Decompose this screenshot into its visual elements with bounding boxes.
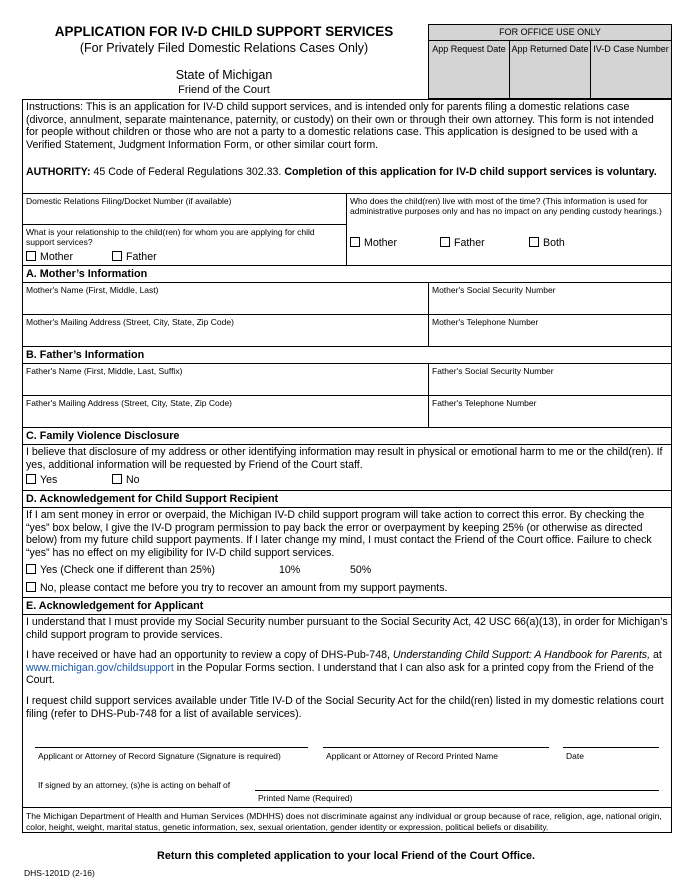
checkbox-icon[interactable] [26,251,36,261]
return-instructions: Return this completed application to your local Friend of the Court Office. [157,850,535,862]
divider [22,314,672,315]
nondiscrimination-notice: The Michigan Department of Health and Human Services (MDHHS) does not discriminate against any individual or group because of race, religion, age, national origin, color, height, weight, marital status, genetic information, sex, sexual orientation, gender identity or expression, political beliefs or disability. [26,811,662,832]
checkbox-icon[interactable] [26,582,36,592]
section-e-heading: E. Acknowledgement for Applicant [26,600,204,612]
option-label: No, please contact me before you try to recover an amount from my support payments. [40,582,448,594]
father-phone-field[interactable]: Father's Telephone Number [432,398,537,408]
form-subtitle: (For Privately Filed Domestic Relations Cases Only) [79,41,369,55]
attorney-printed-name-field[interactable]: Printed Name (Required) [258,793,353,803]
services-request-text: I request child support services available under Title IV-D of the Social Security Act for the child(ren) listed in my domestic relations court filing (refer to DHS-Pub-748 for a list of available services). [26,695,664,720]
section-a-heading: A. Mother’s Information [26,268,148,280]
relationship-mother-checkbox[interactable] [26,251,73,263]
divider [22,427,672,428]
authority-bold: Completion of this application for IV-D child support services is voluntary. [284,166,657,178]
checkbox-icon[interactable] [440,237,450,247]
option-label: Mother [40,251,73,263]
form-number: DHS-1201D (2-16) [24,868,95,878]
divider [22,614,672,615]
lives-with-father-checkbox[interactable] [440,237,485,249]
signature-field[interactable]: Applicant or Attorney of Record Signature (Signature is required) [38,751,281,761]
divider [22,282,672,283]
recovery-10-percent[interactable]: 10% [279,564,301,576]
office-use-heading: FOR OFFICE USE ONLY [429,25,671,41]
recovery-50-percent[interactable]: 50% [350,564,372,576]
attorney-behalf-label: If signed by an attorney, (s)he is acting on behalf of [38,780,231,790]
relationship-father-checkbox[interactable] [112,251,157,263]
ssn-ack-text: I understand that I must provide my Social Security number pursuant to the Social Security Act, 42 USC 66(a)(13), in order for Michigan’s child support program to provide services. [26,616,668,641]
divider [22,807,672,808]
mother-address-field[interactable]: Mother's Mailing Address (Street, City, State, Zip Code) [26,317,234,327]
app-returned-date-field[interactable]: App Returned Date [510,41,591,98]
lives-with-label: Who does the child(ren) live with most of the time? (This information is used for administrative purposes only and has no impact on any pending custody hearings.) [350,196,662,216]
state-name: State of Michigan [175,68,273,82]
text-part: I have received or have had an opportunity to review a copy of DHS-Pub-748, [26,649,393,661]
divider [428,282,429,346]
divider [346,193,347,265]
divider [22,444,672,445]
father-ssn-field[interactable]: Father's Social Security Number [432,366,554,376]
checkbox-icon[interactable] [529,237,539,247]
attorney-behalf-line [255,790,659,791]
authority-prefix: AUTHORITY: [26,166,91,178]
option-label: No [126,474,140,486]
divider [22,507,672,508]
mother-ssn-field[interactable]: Mother's Social Security Number [432,285,556,295]
checkbox-icon[interactable] [26,564,36,574]
checkbox-icon[interactable] [26,474,36,484]
recovery-no-checkbox[interactable] [26,582,447,594]
text-part: in the Popular Forms section. I understand that I can also ask for a printed copy from the Friend of the Court. [26,661,654,687]
father-name-field[interactable]: Father's Name (First, Middle, Last, Suffix) [26,366,183,376]
app-request-date-field[interactable]: App Request Date [429,41,510,98]
office-name: Friend of the Court [178,84,270,96]
lives-with-mother-checkbox[interactable] [350,237,397,249]
authority [26,166,668,179]
recovery-yes-checkbox[interactable] [26,564,215,576]
text-part: at [650,649,662,661]
divider [22,395,672,396]
divider [22,490,672,491]
relationship-label: What is your relationship to the child(ren) for whom you are applying for child support services? [26,227,315,247]
violence-no-checkbox[interactable] [112,474,140,486]
divider [22,265,672,266]
divider [22,346,672,347]
printed-name-line [323,747,549,748]
handbook-ack-text [26,649,668,687]
violence-yes-checkbox[interactable] [26,474,57,486]
handbook-title: Understanding Child Support: A Handbook for Parents, [392,649,651,661]
recipient-ack-text: If I am sent money in error or overpaid, the Michigan IV-D child support program will take action to correct this error. By checking the “yes” box below, I give the IV-D program permission to pay back the error or overpayment by keeping 25% (or otherwise as directed below) from my future child support payments. If I later change my mind, I must contact the Friend of the Court office. Failure to check “yes” has no effect on my eligibility for IV-D child support services. [26,509,652,560]
form-title: APPLICATION FOR IV-D CHILD SUPPORT SERVICES [54,24,394,39]
docket-number-field[interactable]: Domestic Relations Filing/Docket Number (if available) [26,196,232,206]
option-label: Yes (Check one if different than 25%) [40,564,215,576]
child-support-link[interactable]: www.michigan.gov/childsupport [26,661,174,674]
office-use-box [428,24,672,99]
checkbox-icon[interactable] [112,251,122,261]
checkbox-icon[interactable] [112,474,122,484]
option-label: Father [126,251,157,263]
divider [22,363,672,364]
option-label: Yes [40,474,58,486]
section-b-heading: B. Father’s Information [26,349,145,361]
option-label: Mother [364,237,397,249]
date-line [563,747,659,748]
divider [22,597,672,598]
instructions: Instructions: This is an application for IV-D child support services, and is intended only for parents filing a domestic relations case (divorce, annulment, separate maintenance, paternity, or custody) on their own or through their own attorney. This form is not intended for people without children or those who are not a party to a domestic relations case. This application is designed to be used with a Verified Statement, Judgment Information Form, or other similar court form. [26,101,654,151]
signature-line [35,747,308,748]
divider [22,224,347,225]
father-address-field[interactable]: Father's Mailing Address (Street, City, State, Zip Code) [26,398,233,408]
date-field[interactable]: Date [566,751,584,761]
authority-text: 45 Code of Federal Regulations 302.33. [90,166,285,178]
divider [428,363,429,427]
section-c-heading: C. Family Violence Disclosure [26,430,180,442]
option-label: Both [543,237,565,249]
printed-name-field[interactable]: Applicant or Attorney of Record Printed Name [326,751,498,761]
divider [22,193,672,194]
family-violence-text: I believe that disclosure of my address or other identifying information may result in physical or emotional harm to me or the child(ren). If yes, additional information will be requested by Friend of the Court staff. [26,446,663,471]
mother-name-field[interactable]: Mother's Name (First, Middle, Last) [26,285,159,295]
ivd-case-number-field[interactable]: IV-D Case Number [593,44,669,54]
option-label: Father [454,237,485,249]
checkbox-icon[interactable] [350,237,360,247]
section-d-heading: D. Acknowledgement for Child Support Recipient [26,493,279,505]
lives-with-both-checkbox[interactable] [529,237,565,249]
mother-phone-field[interactable]: Mother's Telephone Number [432,317,539,327]
